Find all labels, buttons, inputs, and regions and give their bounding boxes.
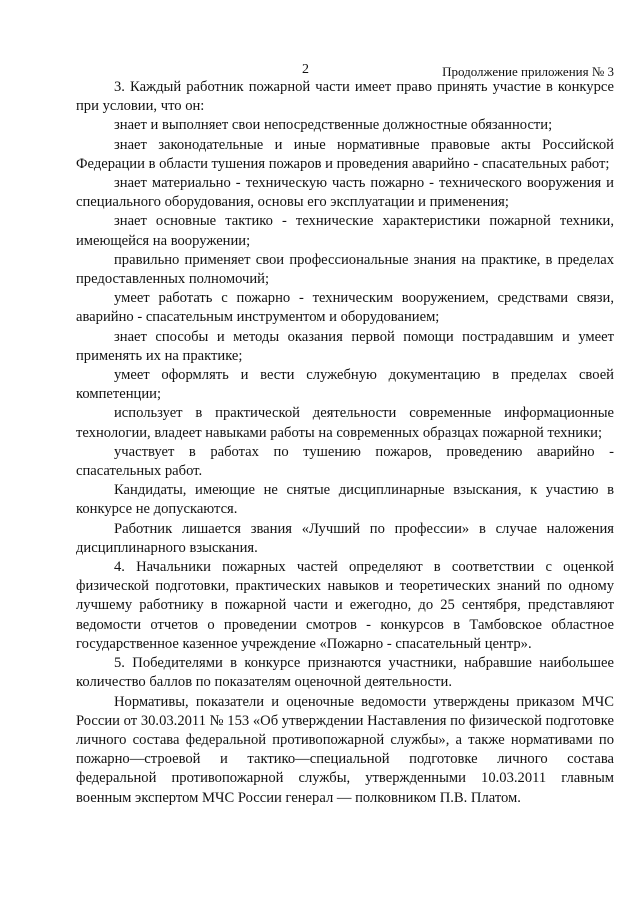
requirement-item: знает и выполняет свои непосредственные должностные обязанности; [114, 117, 553, 134]
requirement-item: использует в практической деятельности современные информационные технологии, владеет навыками работы на современных образцах пожарной техники; [76, 405, 614, 441]
requirement-item: знает основные тактико - технические характеристики пожарной техники, имеющейся на вооружении; [76, 213, 614, 249]
disqualification-paragraph: Кандидаты, имеющие не снятые дисциплинарные взыскания, к участию в конкурсе не допускаются. [76, 482, 614, 518]
title-revocation-paragraph: Работник лишается звания «Лучший по профессии» в случае наложения дисциплинарного взыскания. [76, 520, 614, 556]
paragraph-3-intro: 3. Каждый работник пожарной части имеет право принять участие в конкурсе при условии, что он: [76, 79, 614, 115]
requirement-item: знает способы и методы оказания первой помощи пострадавшим и умеет применять их на практике; [76, 328, 614, 364]
document-body [76, 78, 614, 808]
requirement-item: правильно применяет свои профессиональные знания на практике, в пределах предоставленных полномочий; [76, 251, 614, 288]
requirement-item: знает материально - техническую часть пожарно - технического вооружения и специального оборудования, основы его эксплуатации и применения; [76, 175, 614, 211]
appendix-continuation-note: Продолжение приложения № 3 [442, 64, 614, 79]
requirement-item: умеет работать с пожарно - техническим вооружением, средствами связи, аварийно - спасательным инструментом и оборудованием; [76, 290, 614, 326]
paragraph-5: 5. Победителями в конкурсе признаются участники, набравшие наибольшее количество баллов по показателям оценочной деятельности. [76, 655, 614, 691]
paragraph-4: 4. Начальники пожарных частей определяют в соответствии с оценкой физической подготовки, практических навыков и теоретических знаний по одному лучшему работнику в пожарной части и ежегодно, до 25 сентября, представляют ведомости отчетов о проведении смотров - конкурсов в Тамбовское областное государственное казенное учреждение «Пожарно - спасательный центр». [76, 559, 614, 652]
standards-paragraph: Нормативы, показатели и оценочные ведомости утверждены приказом МЧС России от 30.03.2011 № 153 «Об утверждении Наставления по физической подготовке личного состава федеральной противопожарной службы», а также нормативами по пожарно—строевой и тактико—специальной подготовке личного состава федеральной противопожарной службы, утвержденными 10.03.2011 главным военным экспертом МЧС России генерал — полковником П.В. Платом. [76, 693, 614, 806]
requirement-item: знает законодательные и иные нормативные правовые акты Российской Федерации в области тушения пожаров и проведения аварийно - спасательных работ; [76, 136, 614, 172]
requirement-item: участвует в работах по тушению пожаров, проведению аварийно - спасательных работ. [76, 443, 614, 480]
requirement-item: умеет оформлять и вести служебную документацию в пределах своей компетенции; [76, 367, 614, 403]
page-number: 2 [302, 62, 309, 77]
